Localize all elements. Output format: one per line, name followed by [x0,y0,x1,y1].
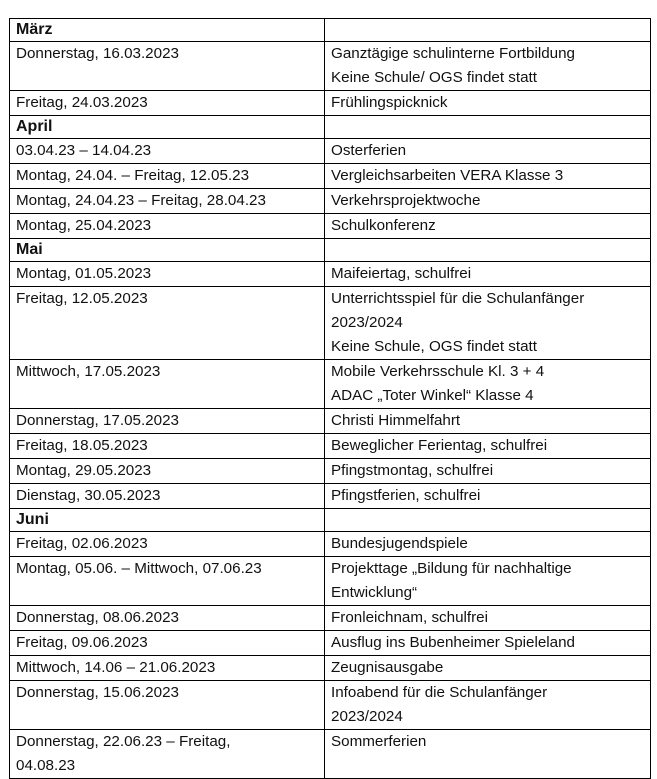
schedule-row [10,459,651,484]
date-cell: Montag, 25.04.2023 [10,214,325,239]
event-cell [325,434,651,459]
date-cell: Montag, 24.04. – Freitag, 12.05.23 [10,164,325,189]
event-cell [325,189,651,214]
event-line: Verkehrsprojektwoche [331,192,481,209]
event-line: Frühlingspicknick [331,94,448,111]
event-cell [325,459,651,484]
event-line: 2023/2024 [331,314,403,331]
month-header-row [10,116,651,139]
event-line: Mobile Verkehrsschule Kl. 3 + 4 [331,363,545,380]
event-cell [325,287,651,360]
month-label: April [10,116,325,139]
event-line: Infoabend für die Schulanfänger [331,684,548,701]
event-line: 2023/2024 [331,708,403,725]
schedule-row [10,139,651,164]
date-cell: Mittwoch, 17.05.2023 [10,360,325,409]
month-label: Mai [10,239,325,262]
schedule-row [10,214,651,239]
month-label: März [10,19,325,42]
event-line: Ganztägige schulinterne Fortbildung [331,45,575,62]
date-cell: Donnerstag, 17.05.2023 [10,409,325,434]
event-line: Keine Schule/ OGS findet statt [331,69,537,86]
event-cell [325,139,651,164]
date-cell: Freitag, 02.06.2023 [10,532,325,557]
schedule-row [10,262,651,287]
event-cell [325,484,651,509]
month-header-empty-cell [325,116,651,139]
date-cell: Mittwoch, 14.06 – 21.06.2023 [10,656,325,681]
schedule-row [10,164,651,189]
date-cell: 03.04.23 – 14.04.23 [10,139,325,164]
schedule-row [10,557,651,606]
schedule-row [10,360,651,409]
event-line: ADAC „Toter Winkel“ Klasse 4 [331,387,534,404]
event-line: Beweglicher Ferientag, schulfrei [331,437,548,454]
event-cell [325,360,651,409]
event-cell [325,214,651,239]
event-line: Bundesjugendspiele [331,535,468,552]
event-line: Osterferien [331,142,407,159]
month-header-empty-cell [325,19,651,42]
month-header-row [10,19,651,42]
schedule-row [10,42,651,91]
date-cell [10,730,325,779]
event-cell [325,557,651,606]
date-cell: Montag, 29.05.2023 [10,459,325,484]
month-header-empty-cell [325,509,651,532]
schedule-row [10,189,651,214]
date-line: 04.08.23 [16,757,76,774]
event-cell [325,409,651,434]
event-cell [325,164,651,189]
schedule-row [10,606,651,631]
month-label: Juni [10,509,325,532]
date-line: Donnerstag, 22.06.23 – Freitag, [16,733,231,750]
event-cell [325,681,651,730]
date-cell: Donnerstag, 16.03.2023 [10,42,325,91]
date-cell: Montag, 01.05.2023 [10,262,325,287]
event-line: Unterrichtsspiel für die Schulanfänger [331,290,585,307]
event-line: Entwicklung“ [331,584,418,601]
date-cell: Dienstag, 30.05.2023 [10,484,325,509]
event-cell [325,532,651,557]
event-line: Christi Himmelfahrt [331,412,461,429]
event-line: Projekttage „Bildung für nachhaltige [331,560,572,577]
schedule-row [10,287,651,360]
schedule-row [10,631,651,656]
schedule-table [9,18,651,779]
month-header-empty-cell [325,239,651,262]
schedule-row [10,681,651,730]
event-cell [325,730,651,779]
event-cell [325,606,651,631]
event-line: Pfingstferien, schulfrei [331,487,481,504]
month-header-row [10,509,651,532]
date-cell: Freitag, 12.05.2023 [10,287,325,360]
date-cell: Montag, 05.06. – Mittwoch, 07.06.23 [10,557,325,606]
date-cell: Freitag, 24.03.2023 [10,91,325,116]
event-line: Keine Schule, OGS findet statt [331,338,537,355]
event-cell [325,262,651,287]
event-line: Zeugnisausgabe [331,659,444,676]
event-cell [325,42,651,91]
schedule-row [10,484,651,509]
event-line: Fronleichnam, schulfrei [331,609,488,626]
schedule-row [10,532,651,557]
event-line: Ausflug ins Bubenheimer Spieleland [331,634,576,651]
month-header-row [10,239,651,262]
event-line: Vergleichsarbeiten VERA Klasse 3 [331,167,564,184]
event-line: Schulkonferenz [331,217,436,234]
date-cell: Freitag, 18.05.2023 [10,434,325,459]
schedule-row [10,730,651,779]
event-cell [325,91,651,116]
date-cell: Freitag, 09.06.2023 [10,631,325,656]
event-cell [325,631,651,656]
schedule-row [10,409,651,434]
date-cell: Donnerstag, 15.06.2023 [10,681,325,730]
date-cell: Montag, 24.04.23 – Freitag, 28.04.23 [10,189,325,214]
event-line: Sommerferien [331,733,427,750]
schedule-row [10,656,651,681]
event-line: Pfingstmontag, schulfrei [331,462,494,479]
schedule-row [10,434,651,459]
schedule-row [10,91,651,116]
date-cell: Donnerstag, 08.06.2023 [10,606,325,631]
event-line: Maifeiertag, schulfrei [331,265,472,282]
event-cell [325,656,651,681]
schedule-body [10,19,651,779]
